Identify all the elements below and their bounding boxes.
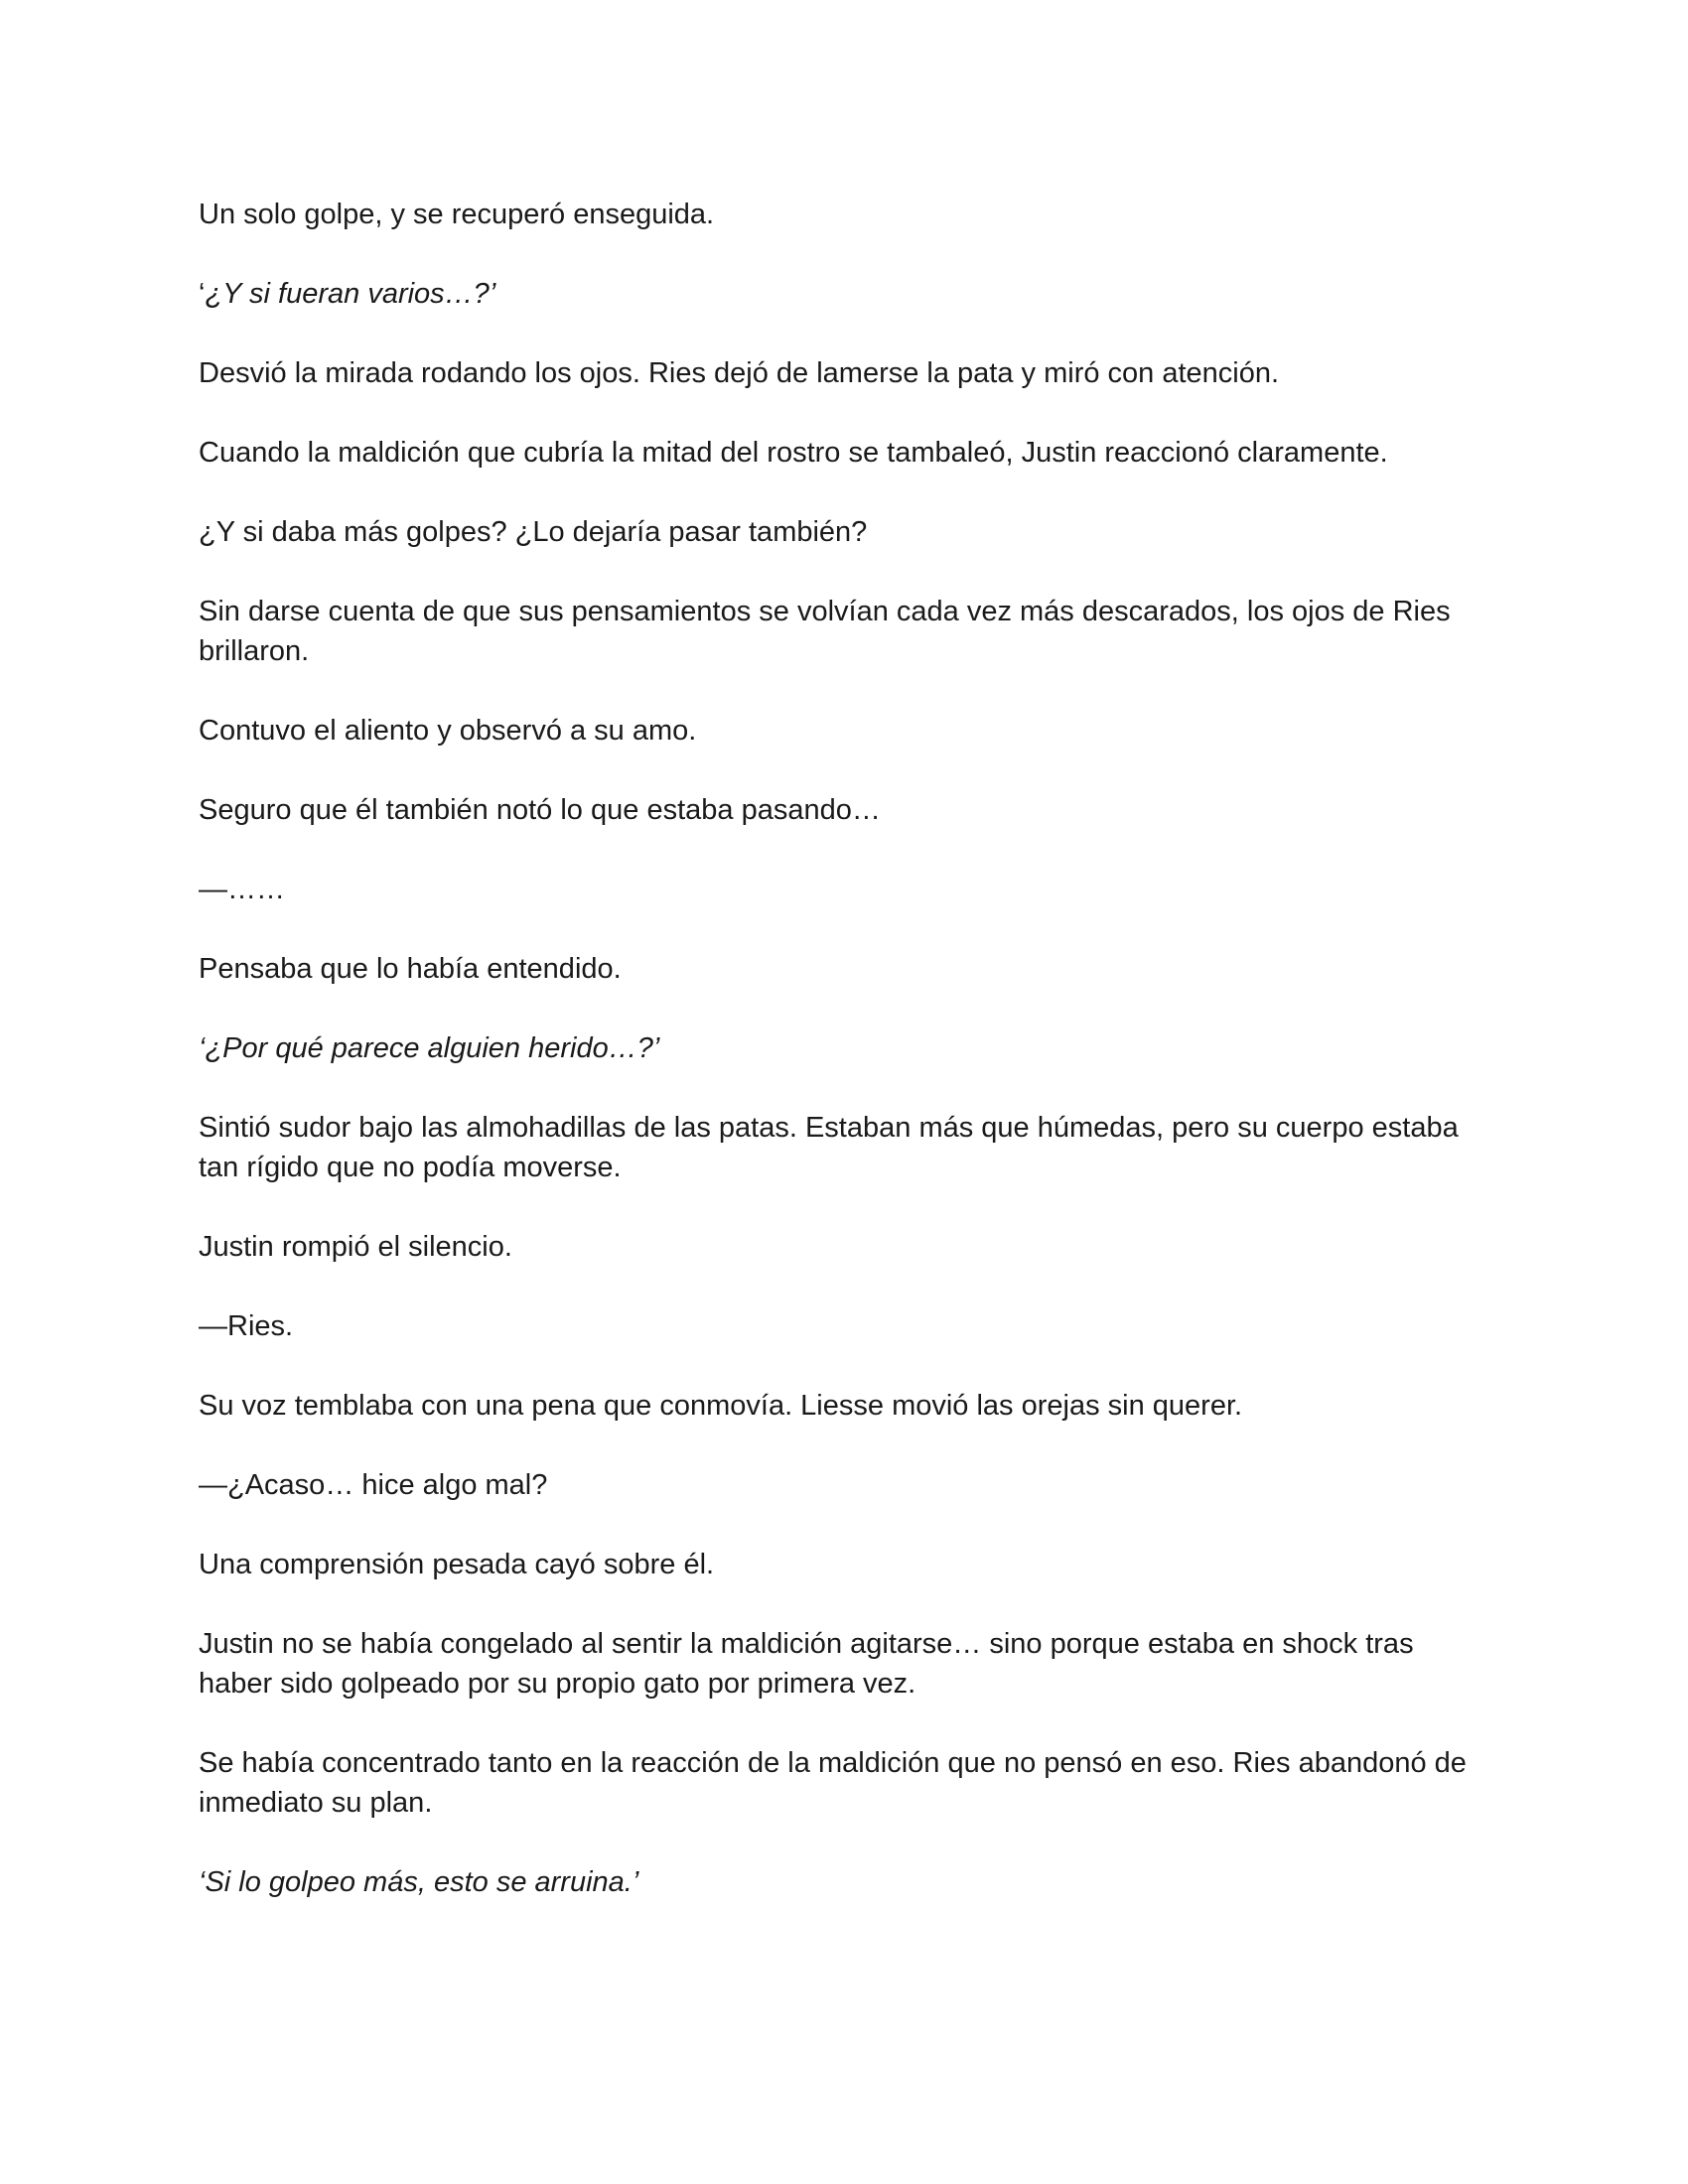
paragraph-8: Seguro que él también notó lo que estaba pasando… bbox=[199, 794, 881, 826]
paragraph-19: Se había concentrado tanto en la reacción de la maldición que no pensó en eso. Ries abandonó de inmediato su plan. bbox=[199, 1747, 1475, 1819]
paragraph-12: Sintió sudor bajo las almohadillas de las patas. Estaban más que húmedas, pero su cuerpo estaba tan rígido que no podía moverse. bbox=[199, 1112, 1467, 1183]
paragraph-10: Pensaba que lo había entendido. bbox=[199, 953, 622, 985]
paragraph-3: Desvió la mirada rodando los ojos. Ries dejó de lamerse la pata y miró con atención. bbox=[199, 357, 1280, 389]
paragraph-17: Una comprensión pesada cayó sobre él. bbox=[199, 1549, 715, 1580]
paragraph-13: Justin rompió el silencio. bbox=[199, 1231, 512, 1263]
paragraph-2 bbox=[199, 274, 1489, 314]
paragraph-20: ‘Si lo golpeo más, esto se arruina.’ bbox=[199, 1866, 639, 1898]
italic-thought: ¿Y si fueran varios…?’ bbox=[205, 278, 496, 310]
paragraph-18: Justin no se había congelado al sentir la maldición agitarse… sino porque estaba en shock tras haber sido golpeado por su propio gato por primera vez. bbox=[199, 1628, 1422, 1700]
paragraph-6: Sin darse cuenta de que sus pensamientos se volvían cada vez más descarados, los ojos de Ries brillaron. bbox=[199, 596, 1459, 667]
paragraph-7: Contuvo el aliento y observó a su amo. bbox=[199, 715, 697, 747]
paragraph-16: —¿Acaso… hice algo mal? bbox=[199, 1469, 548, 1501]
paragraph-4: Cuando la maldición que cubría la mitad del rostro se tambaleó, Justin reaccionó claramente. bbox=[199, 437, 1388, 469]
paragraph-1: Un solo golpe, y se recuperó enseguida. bbox=[199, 199, 715, 230]
paragraph-15: Su voz temblaba con una pena que conmovía. Liesse movió las orejas sin querer. bbox=[199, 1390, 1243, 1422]
paragraph-14: —Ries. bbox=[199, 1310, 294, 1342]
opening-quote: ‘ bbox=[199, 278, 206, 310]
paragraph-11: ‘¿Por qué parece alguien herido…?’ bbox=[199, 1032, 660, 1064]
document-body bbox=[199, 195, 1489, 1942]
paragraph-9: —…… bbox=[199, 874, 285, 905]
paragraph-5: ¿Y si daba más golpes? ¿Lo dejaría pasar también? bbox=[199, 516, 868, 548]
